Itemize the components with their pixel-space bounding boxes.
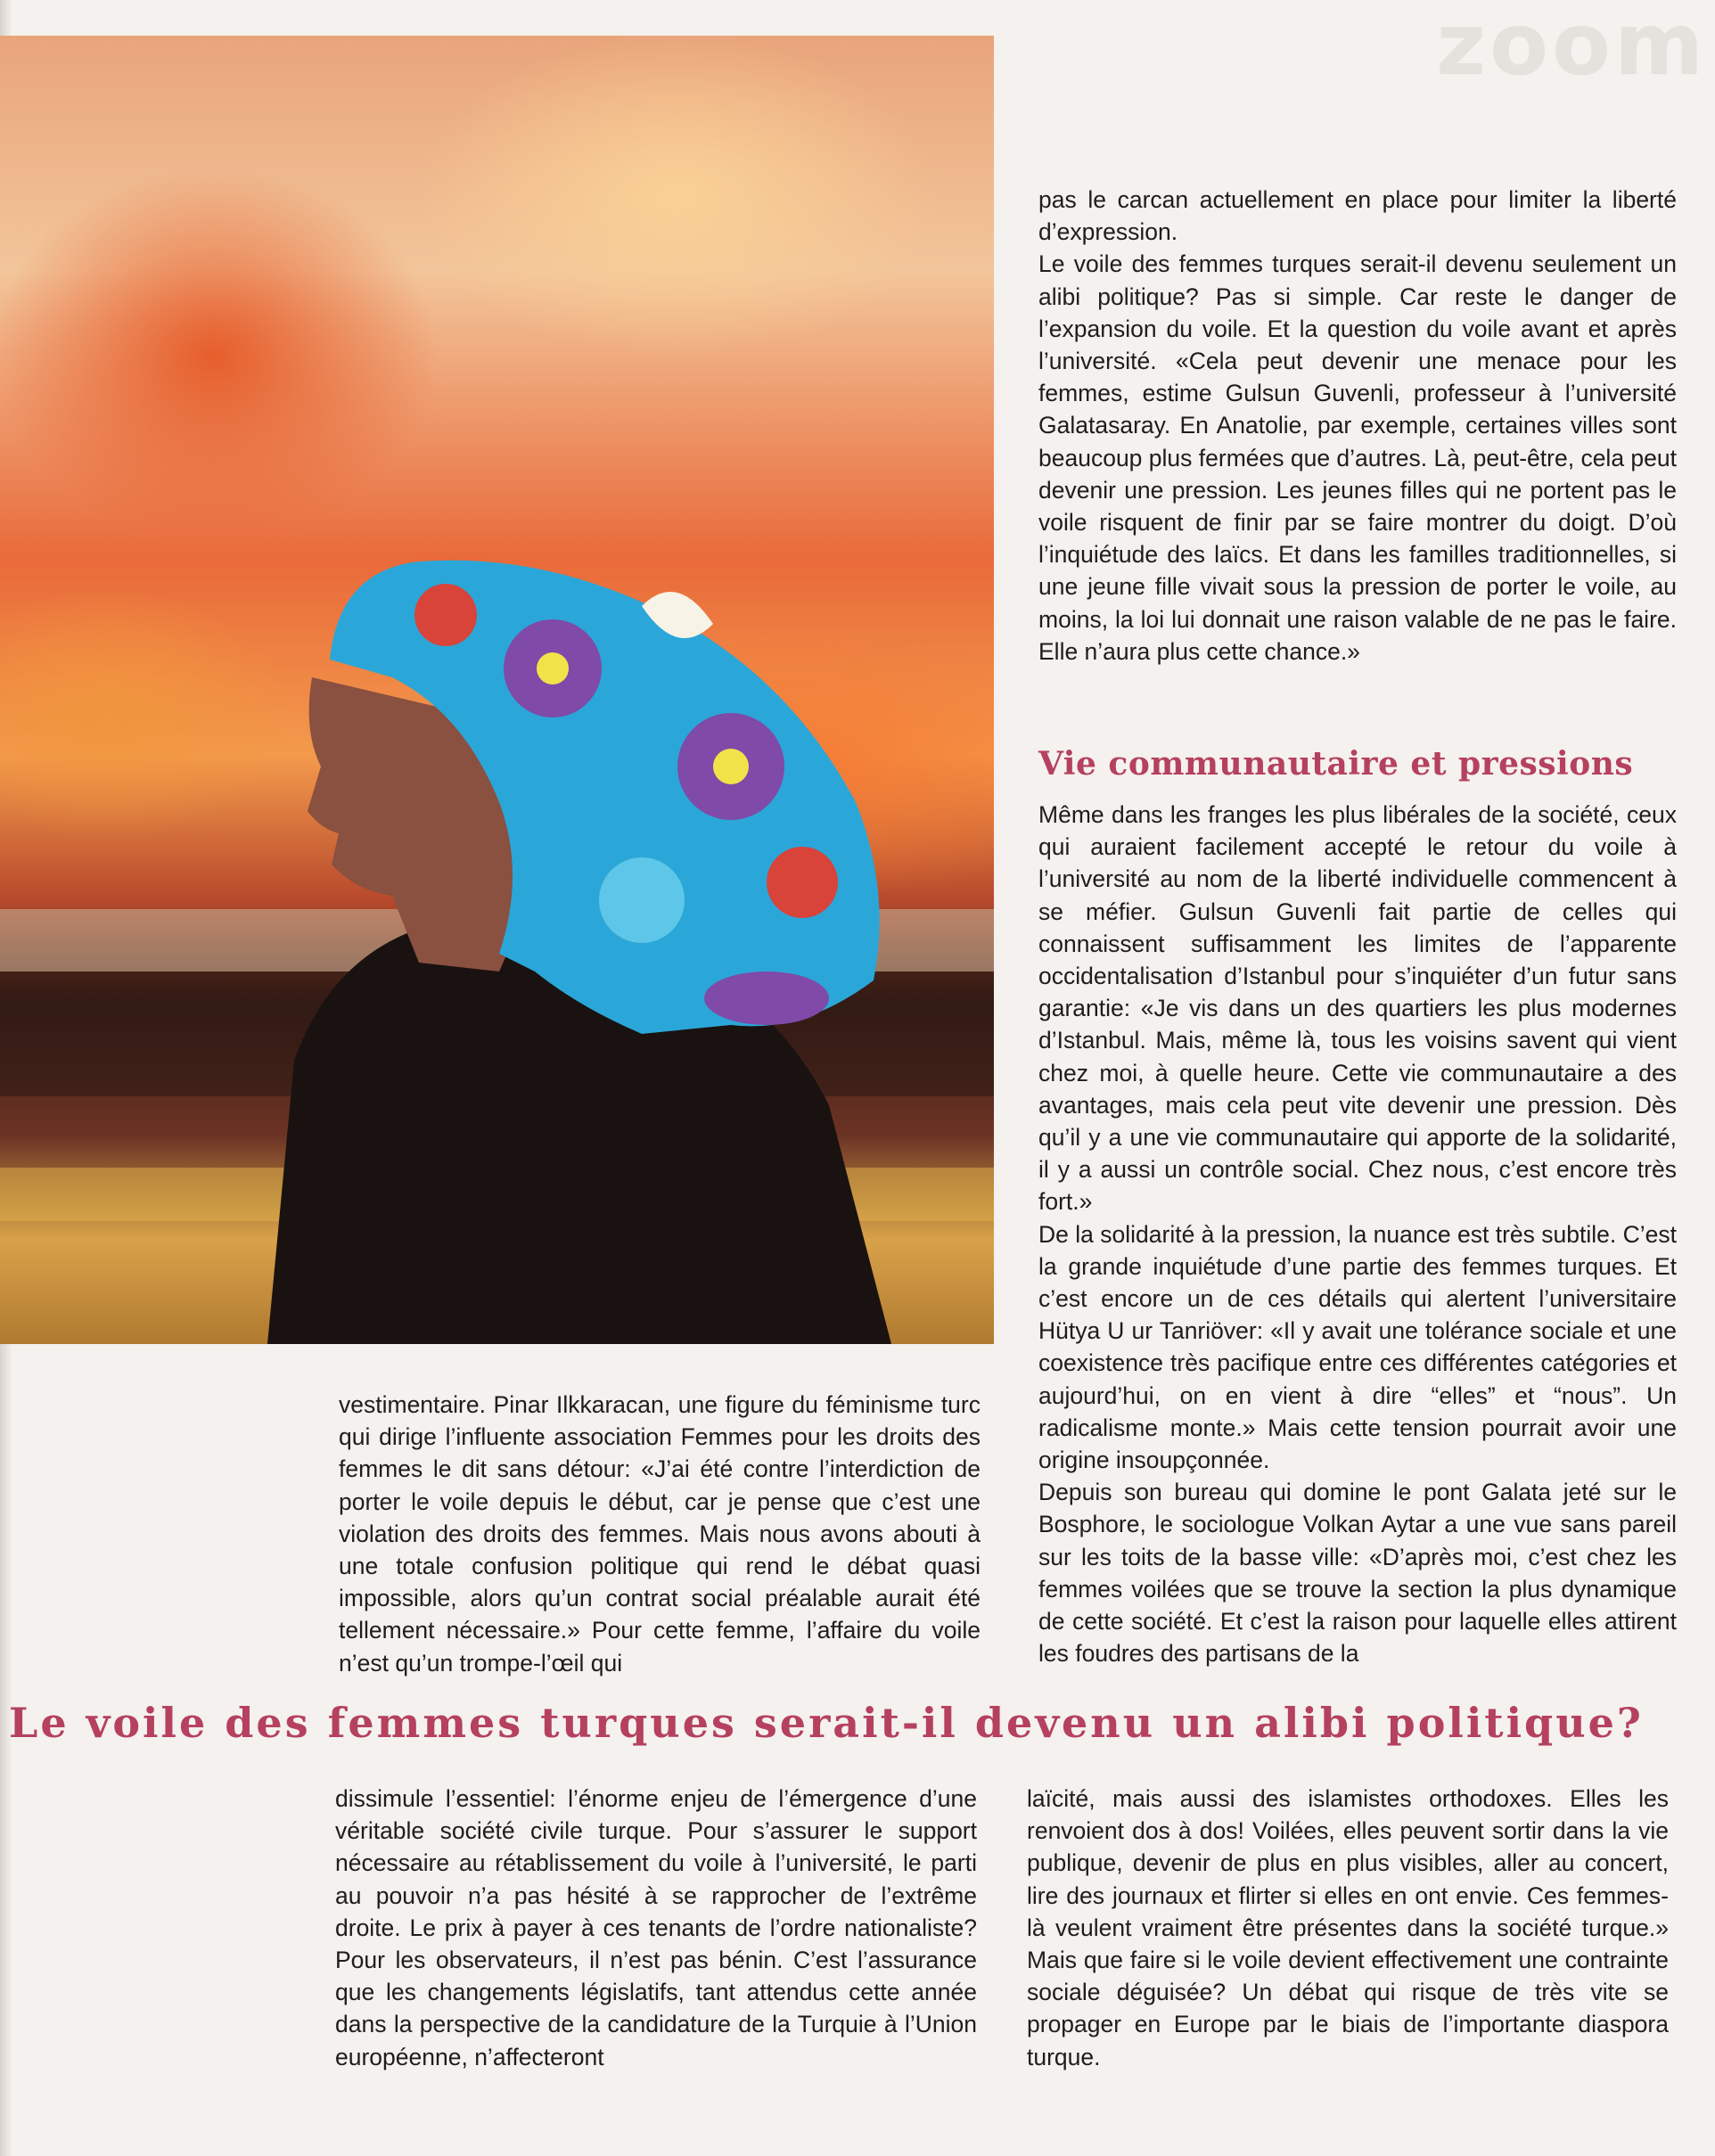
paragraph: Depuis son bureau qui domine le pont Galata jeté sur le Bosphore, le sociologue Volkan Aytar a une vue sans pareil sur les toits de la basse ville: «D’après moi, c’est chez les femmes voilées que se trouve la section la plus dynamique de cette société. Et c’est la raison pour laquelle elles attirent les foudres des partisans de la — [1038, 1479, 1677, 1668]
woman-headscarf-photo — [0, 36, 994, 1344]
section-logo: zoom — [1436, 0, 1707, 94]
article-photo — [0, 36, 994, 1344]
section-subhead: Vie communautaire et pressions — [1038, 745, 1634, 783]
paragraph: De la solidarité à la pression, la nuance est très subtile. C’est la grande inquiétude d’une partie des femmes turques. Et c’est encore un de ces détails qui alertent l’universitaire Hütya U ur Tanriöver: «Il y avait une tolérance sociale et une coexistence très pacifique entre ces différentes catégories et aujourd’hui, on en vient à dire “elles” et “nous”. Un radicalisme monte.» Mais cette tension pourrait avoir une origine insoupçonnée. — [1038, 1220, 1677, 1474]
paragraph: dissimule l’essentiel: l’énorme enjeu de l’émergence d’une véritable société civile turque. Pour s’assurer le support nécessaire au rétablissement du voile à l’université, le parti au pouvoir n’a pas hésité à se rapprocher de l’extrême droite. Le prix à payer à ces tenants de l’ordre nationaliste? Pour les observateurs, il n’est pas bénin. C’est l’assurance que les changements législatifs, tant attendus cette année dans la perspective de la candidature de la Turquie à l’Union européenne, n’affecteront — [335, 1785, 977, 2070]
article-column-mid-right — [1038, 799, 1677, 1669]
article-column-bottom-left — [335, 1783, 977, 2073]
paragraph: Le voile des femmes turques serait-il devenu seulement un alibi politique? Pas si simple. Car reste le danger de l’expansion du voile. Et la question du voile avant et après l’université. «Cela peut devenir une menace pour les femmes, estime Gulsun Guvenli, professeur à l’université Galatasaray. En Anatolie, par exemple, certaines villes sont beaucoup plus fermées que d’autres. Là, peut-être, cela peut devenir une pression. Les jeunes filles qui ne portent pas le voile risquent de finir par se faire montrer du doigt. D’où l’inquiétude des laïcs. Et dans les familles traditionnelles, si une jeune fille vivait sous la pression de porter le voile, au moins, la loi lui donnait une raison valable de ne pas le faire. Elle n’aura plus cette chance.» — [1038, 250, 1677, 665]
paragraph: Même dans les franges les plus libérales de la société, ceux qui auraient facilement accepté le retour du voile à l’université au nom de la liberté individuelle commencent à se méfier. Gulsun Guvenli fait partie de celles qui connaissent suffisamment les limites de l’apparente occidentalisation d’Istanbul pour s’inquiéter d’un futur sans garantie: «Je vis dans un des quartiers les plus modernes d’Istanbul. Mais, même là, tous les voisins savent qui vient chez moi, à quelle heure. Cette vie communautaire a des avantages, mais cela peut vite devenir une pression. Dès qu’il y a une vie communautaire qui apporte de la solidarité, il y a aussi un contrôle social. Chez nous, c’est encore très fort.» — [1038, 801, 1677, 1216]
article-column-top-right — [1038, 184, 1677, 668]
article-column-bottom-right — [1027, 1783, 1669, 2073]
pull-quote: Le voile des femmes turques serait-il devenu un alibi politique? — [9, 1699, 1644, 1747]
paragraph: pas le carcan actuellement en place pour limiter la liberté d’expression. — [1038, 186, 1677, 246]
article-column-mid-left — [339, 1389, 981, 1679]
paragraph: laïcité, mais aussi des islamistes orthodoxes. Elles les renvoient dos à dos! Voilées, elles peuvent sortir dans la vie publique, devenir de plus en plus visibles, aller au concert, lire des journaux et flirter si elles en ont envie. Ces femmes-là veulent vraiment être présentes dans la société turque.» Mais que faire si le voile devient effectivement une contrainte sociale déguisée? Un débat qui risque de très vite se propager en Europe par le biais de l’importante diaspora turque. — [1027, 1785, 1669, 2070]
paragraph: vestimentaire. Pinar Ilkkaracan, une figure du féminisme turc qui dirige l’influente association Femmes pour les droits des femmes le dit sans détour: «J’ai été contre l’interdiction de porter le voile depuis le début, car je pense que c’est une violation des droits des femmes. Mais nous avons abouti à une totale confusion politique qui rend le débat quasi impossible, alors qu’un contrat social préalable aurait été tellement nécessaire.» Pour cette femme, l’affaire du voile n’est qu’un trompe-l’œil qui — [339, 1391, 981, 1676]
